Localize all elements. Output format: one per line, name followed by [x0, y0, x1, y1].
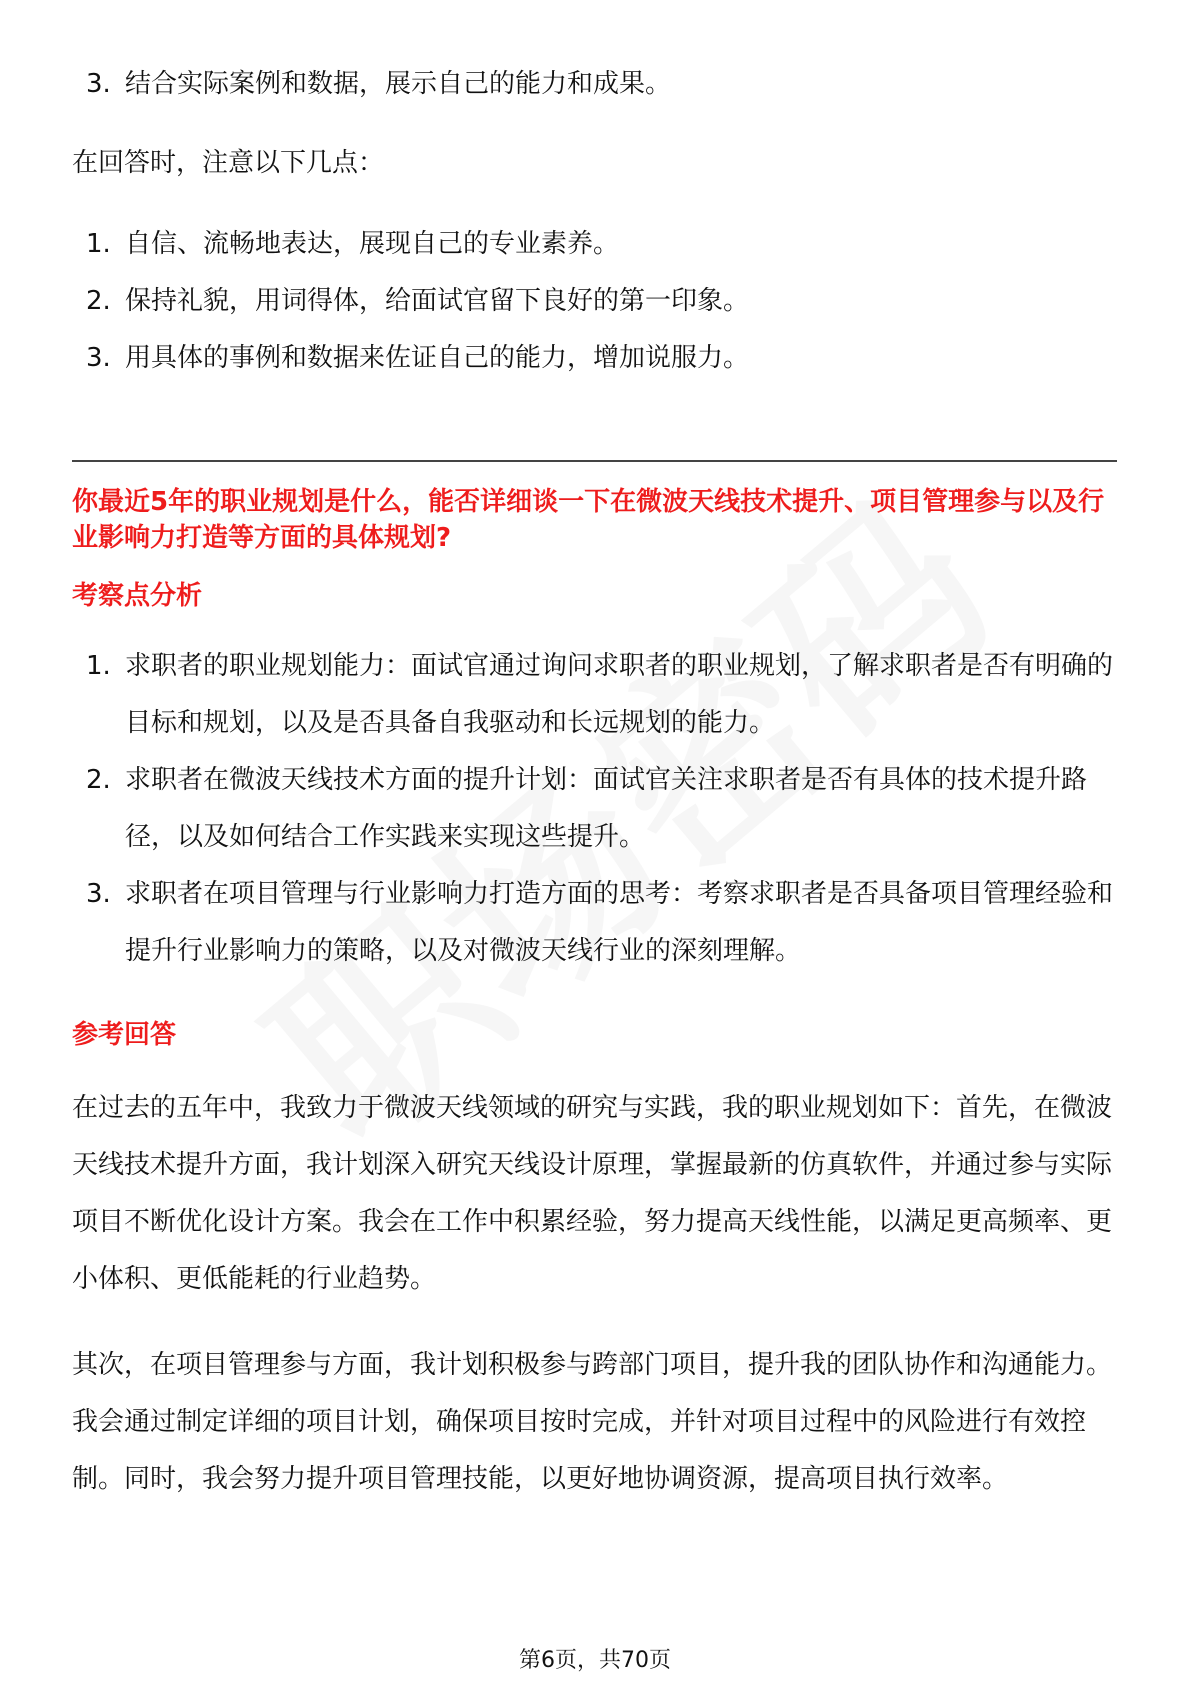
analysis-list: [72, 638, 1117, 980]
list-text: 用具体的事例和数据来佐证自己的能力，增加说服力。: [125, 343, 750, 373]
list-item: [72, 866, 1117, 980]
list-number: 3.: [86, 69, 111, 99]
list-text: 求职者在项目管理与行业影响力打造方面的思考：考察求职者是否具备项目管理经验和提升行业影响力的策略，以及对微波天线行业的深刻理解。: [125, 879, 1114, 966]
list-text: 结合实际案例和数据，展示自己的能力和成果。: [125, 69, 672, 99]
list-number: 2.: [86, 286, 111, 316]
list-number: 1.: [86, 229, 111, 259]
answer-paragraph: 其次，在项目管理参与方面，我计划积极参与跨部门项目，提升我的团队协作和沟通能力。我会通过制定详细的项目计划，确保项目按时完成，并针对项目过程中的风险进行有效控制。同时，我会努力提升项目管理技能，以更好地协调资源，提高项目执行效率。: [72, 1350, 1113, 1494]
note-intro: 在回答时，注意以下几点：: [72, 148, 385, 178]
answer-title: 参考回答: [72, 1020, 177, 1050]
analysis-title: 考察点分析: [72, 581, 203, 611]
list-number: 2.: [86, 765, 111, 795]
top-list: [72, 56, 1117, 113]
list-text: 保持礼貌，用词得体，给面试官留下良好的第一印象。: [125, 286, 750, 316]
list-number: 1.: [86, 651, 111, 681]
page-footer: 第6页，共70页: [519, 1648, 671, 1673]
list-item: [72, 216, 1117, 273]
list-number: 3.: [86, 343, 111, 373]
list-item: [72, 638, 1117, 752]
list-item: [72, 330, 1117, 387]
question-heading: 你最近5年的职业规划是什么，能否详细谈一下在微波天线技术提升、项目管理参与以及行业影响力打造等方面的具体规划?: [72, 487, 1105, 553]
list-text: 求职者的职业规划能力：面试官通过询问求职者的职业规划，了解求职者是否有明确的目标和规划，以及是否具备自我驱动和长远规划的能力。: [125, 651, 1114, 738]
list-text: 求职者在微波天线技术方面的提升计划：面试官关注求职者是否有具体的技术提升路径，以及如何结合工作实践来实现这些提升。: [125, 765, 1088, 852]
list-number: 3.: [86, 879, 111, 909]
list-item: [72, 56, 1117, 113]
answer-paragraph: 在过去的五年中，我致力于微波天线领域的研究与实践，我的职业规划如下：首先，在微波天线技术提升方面，我计划深入研究天线设计原理，掌握最新的仿真软件，并通过参与实际项目不断优化设计方案。我会在工作中积累经验，努力提高天线性能，以满足更高频率、更小体积、更低能耗的行业趋势。: [72, 1093, 1113, 1294]
list-item: [72, 273, 1117, 330]
note-list: [72, 216, 1117, 387]
document-page: [72, 0, 1117, 1684]
list-item: [72, 752, 1117, 866]
list-text: 自信、流畅地表达，展现自己的专业素养。: [125, 229, 620, 259]
section-divider: [72, 460, 1117, 462]
